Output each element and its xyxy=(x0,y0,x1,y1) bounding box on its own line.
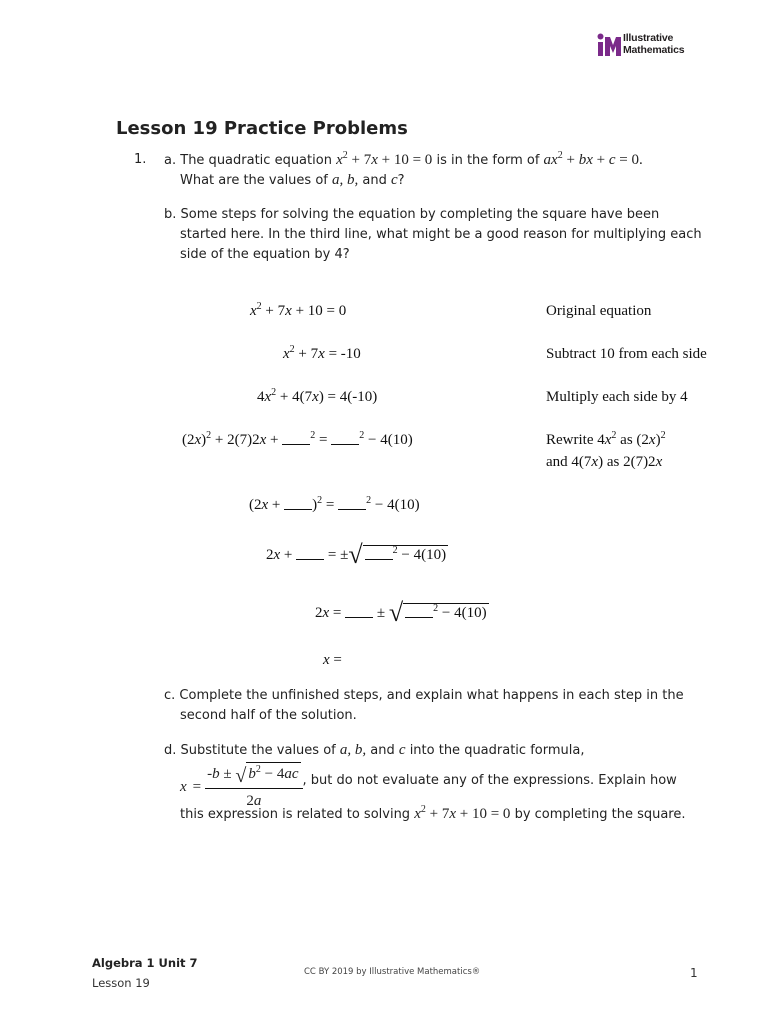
part-d-and: and xyxy=(370,743,395,758)
blank xyxy=(296,547,324,560)
radicand: $^2$ − 4(10) xyxy=(403,603,488,622)
part-d-line-1 xyxy=(164,740,584,761)
part-d-text-3a: this expression is related to solving xyxy=(180,807,411,822)
step-7-equation: 2x = ± √ $^2$ − 4(10) xyxy=(315,598,487,627)
step-4-equation: $(2x)^2 + 2(7)2x + ^2 = ^2 - 4(10)$ xyxy=(182,430,413,448)
part-b-text-1: Some steps for solving the equation by completing the square have been xyxy=(180,207,660,222)
problem-number: 1. xyxy=(134,152,147,167)
blank xyxy=(345,605,373,618)
step-3-equation: $4x^2 + 4(7x) = 4(-10)$ xyxy=(257,387,378,405)
step-1-equation: $x^2 + 7x + 10 = 0$ xyxy=(250,301,347,319)
step-2-equation: $x^2 + 7x = -10$ xyxy=(283,344,361,362)
formula-denominator: 2a xyxy=(246,793,262,809)
blank xyxy=(284,497,312,510)
part-d-line-3 xyxy=(180,804,686,825)
step-4-reason-1: Rewrite $4x^2$ as $(2x)^2$ xyxy=(546,430,666,448)
part-d-c: c xyxy=(398,742,406,758)
step-2-reason: Subtract 10 from each side xyxy=(546,346,707,362)
sqrt-icon: √ xyxy=(235,765,247,787)
part-d-text-3b: by completing the square. xyxy=(514,807,686,822)
formula-numerator: -b ± √ $b^2 - 4ac$ xyxy=(205,762,302,789)
blank xyxy=(405,605,433,618)
blank xyxy=(338,497,366,510)
logo-wordmark xyxy=(623,33,684,56)
logo-line-1: Illustrative xyxy=(623,32,674,44)
part-a-line-1 xyxy=(164,150,643,171)
footer-course: Algebra 1 Unit 7 xyxy=(92,956,198,970)
part-c-label: c. xyxy=(164,688,176,703)
step-1-reason: Original equation xyxy=(546,303,652,319)
step-5-equation: $(2x + )^2 = ^2 - 4(10)$ xyxy=(249,495,420,513)
part-a-line-2 xyxy=(180,170,405,191)
footer-license: CC BY 2019 by Illustrative Mathematics® xyxy=(304,967,481,977)
part-a-and: and xyxy=(362,173,387,188)
radicand: $^2$ − 4(10) xyxy=(363,545,448,564)
im-logo-icon xyxy=(597,33,621,57)
sqrt-icon: √ xyxy=(388,598,404,627)
part-d-label: d. xyxy=(164,743,177,758)
sqrt-icon: √ xyxy=(348,540,363,569)
footer-lesson: Lesson 19 xyxy=(92,976,150,990)
part-d-equation: $x^2 + 7x + 10 = 0$ xyxy=(414,804,511,822)
part-a-text-3: What are the values of xyxy=(180,173,328,188)
part-a-question: ? xyxy=(397,173,405,188)
part-c-text-1: Complete the unfinished steps, and explain what happens in each step in the xyxy=(179,688,684,703)
part-b-line-1 xyxy=(164,205,659,225)
page-number: 1 xyxy=(690,966,698,980)
part-a-form: $ax^2$ + bx + c = 0. xyxy=(543,150,643,168)
part-a-text-2: is in the form of xyxy=(436,153,540,168)
part-b-text-3: side of the equation by 4? xyxy=(180,247,350,262)
part-d-text-1: Substitute the values of xyxy=(180,743,336,758)
part-d-vars: a, b, xyxy=(339,742,367,758)
part-a-text-1: The quadratic equation xyxy=(180,153,332,168)
part-c-text-2: second half of the solution. xyxy=(180,708,357,723)
logo xyxy=(597,33,707,57)
blank xyxy=(331,432,359,445)
part-d-text-2: , but do not evaluate any of the expressions. Explain how xyxy=(302,772,677,788)
part-d-text-1b: into the quadratic formula, xyxy=(409,743,585,758)
step-3-reason: Multiply each side by 4 xyxy=(546,389,688,405)
blank xyxy=(282,432,310,445)
step-4-reason-2: and 4(7x) as 2(7)2x xyxy=(546,454,663,470)
quadratic-formula: x = $\frac{-b \pm √ b^2 - 4ac}{2a}$ xyxy=(180,762,303,811)
part-a-c: c xyxy=(391,172,398,188)
step-8-equation: x = xyxy=(323,652,342,668)
page-title: Lesson 19 Practice Problems xyxy=(116,118,408,139)
part-a-vars: a, b, xyxy=(332,172,359,188)
part-b-text-2: started here. In the third line, what might be a good reason for multiplying each xyxy=(180,227,702,242)
step-6-equation: 2x + = ±√ $^2$ − 4(10) xyxy=(266,540,447,569)
logo-line-2: Mathematics xyxy=(623,43,685,56)
part-b-label: b. xyxy=(164,207,177,222)
part-a-label: a. xyxy=(164,153,177,168)
part-c-line-1 xyxy=(164,686,684,706)
blank xyxy=(365,547,393,560)
part-a-equation: $x^2 + 7x + 10 = 0$ xyxy=(336,150,433,168)
